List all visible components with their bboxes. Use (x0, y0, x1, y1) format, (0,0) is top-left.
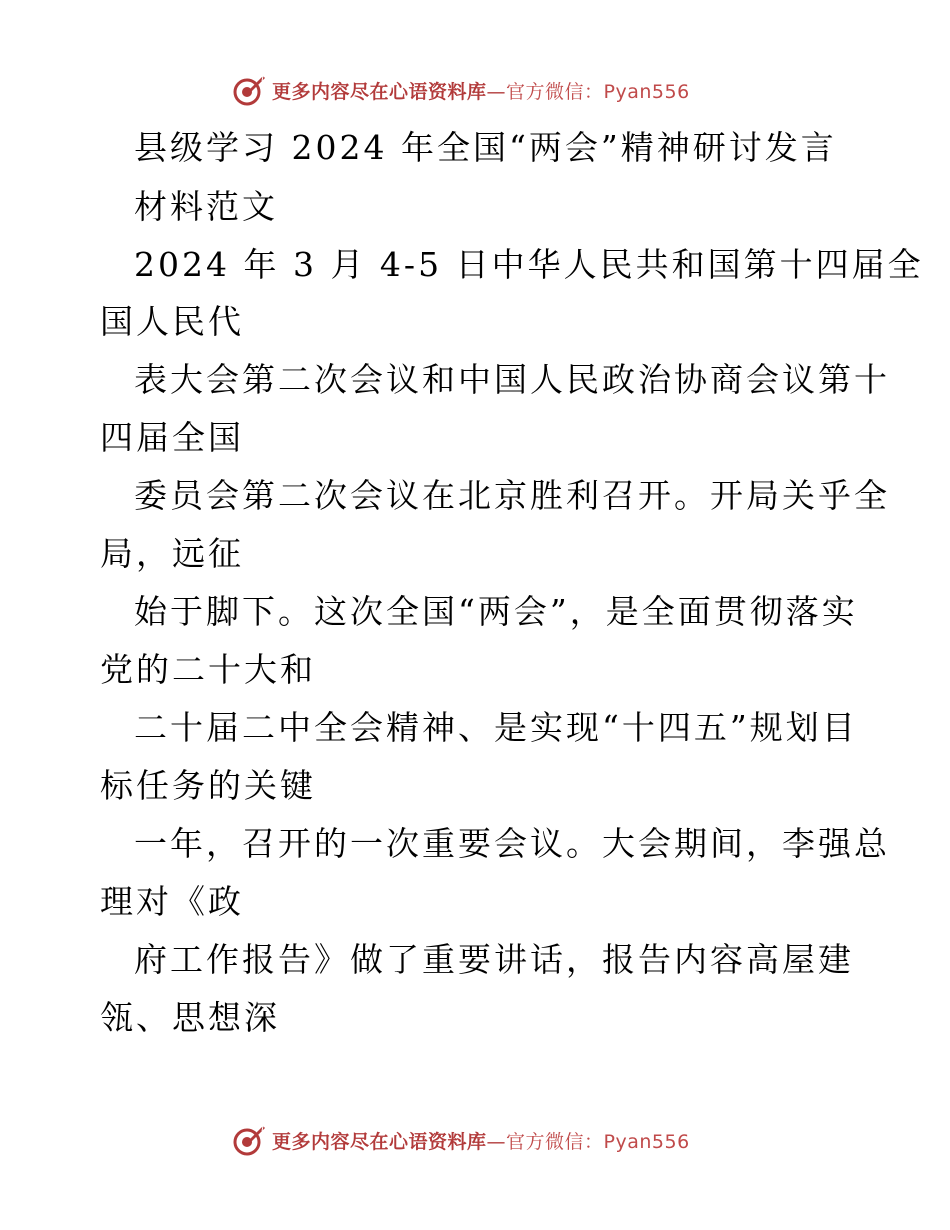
body-line: 委员会第二次会议在北京胜利召开。开局关乎全 (134, 476, 890, 515)
quill-pen-logo-icon (232, 73, 266, 107)
body-line: 2024 年 3 月 4-5 日中华人民共和国第十四届全 (134, 245, 924, 284)
header-text (272, 77, 690, 104)
body-line: 四届全国 (100, 418, 244, 457)
body-line: 党的二十大和 (100, 650, 316, 689)
header-wechat-text: 官方微信：Pyan556 (506, 80, 690, 103)
body-line: 一年，召开的一次重要会议。大会期间，李强总 (134, 824, 890, 863)
body-line: 国人民代 (100, 302, 244, 341)
document-title-line-2: 材料范文 (134, 187, 278, 226)
footer-banner (232, 1122, 712, 1158)
header-dash: — (486, 80, 507, 103)
footer-brand-text: 更多内容尽在心语资料库 (272, 1130, 487, 1153)
document-title-line-1: 县级学习 2024 年全国“两会”精神研讨发言 (134, 128, 837, 167)
header-brand-text: 更多内容尽在心语资料库 (272, 80, 487, 103)
footer-dash: — (486, 1130, 507, 1153)
header-banner (232, 72, 712, 108)
body-line: 表大会第二次会议和中国人民政治协商会议第十 (134, 360, 890, 399)
body-line: 局，远征 (100, 534, 244, 573)
quill-pen-logo-icon (232, 1123, 266, 1157)
footer-text (272, 1127, 690, 1154)
body-line: 府工作报告》做了重要讲话，报告内容高屋建 (134, 940, 854, 979)
body-line: 二十届二中全会精神、是实现“十四五”规划目 (134, 708, 858, 747)
body-line: 理对《政 (100, 882, 244, 921)
body-line: 瓴、思想深 (100, 998, 280, 1037)
body-line: 标任务的关键 (100, 766, 316, 805)
body-line: 始于脚下。这次全国“两会”，是全面贯彻落实 (134, 592, 858, 631)
footer-wechat-text: 官方微信：Pyan556 (506, 1130, 690, 1153)
